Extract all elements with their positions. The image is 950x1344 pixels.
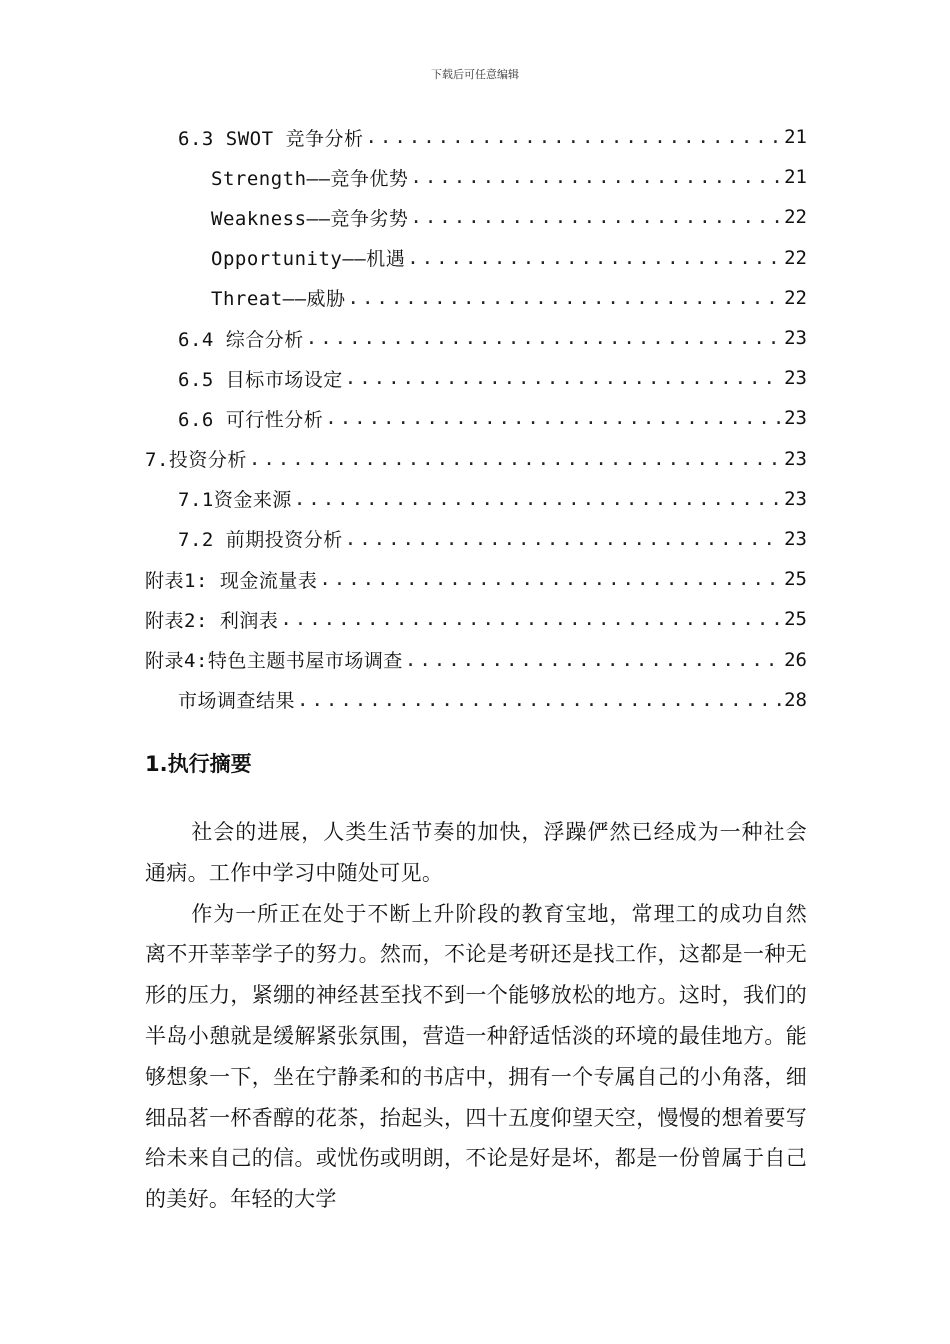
toc-dot-leader xyxy=(365,126,782,148)
toc-entry-title: 6.6 可行性分析 xyxy=(178,408,324,431)
toc-page-number: 21 xyxy=(784,166,807,189)
toc-entry[interactable] xyxy=(145,479,807,519)
toc-page-number: 28 xyxy=(784,688,807,711)
toc-entry[interactable] xyxy=(145,439,807,479)
toc-dot-leader xyxy=(294,488,782,510)
toc-page-number: 23 xyxy=(784,487,807,510)
toc-entry-title: 附表1: 现金流量表 xyxy=(145,569,318,592)
toc-entry[interactable] xyxy=(145,398,807,438)
toc-dot-leader xyxy=(407,247,782,269)
toc-dot-leader xyxy=(410,166,782,188)
toc-page-number: 26 xyxy=(784,648,807,671)
toc-dot-leader xyxy=(297,689,782,711)
toc-dot-leader xyxy=(319,568,782,590)
toc-entry[interactable] xyxy=(145,559,807,599)
toc-page-number: 22 xyxy=(784,246,807,269)
section-heading: 1.执行摘要 xyxy=(145,752,252,776)
table-of-contents xyxy=(145,117,807,720)
toc-entry-title: 7.投资分析 xyxy=(145,449,247,472)
toc-entry[interactable] xyxy=(145,680,807,720)
toc-entry-title: 附录4:特色主题书屋市场调查 xyxy=(145,650,403,673)
toc-dot-leader xyxy=(410,206,782,228)
toc-dot-leader xyxy=(249,448,782,470)
toc-entry-title: Opportunity——机遇 xyxy=(211,248,406,271)
toc-entry[interactable] xyxy=(145,197,807,237)
toc-dot-leader xyxy=(280,608,782,630)
toc-page-number: 23 xyxy=(784,367,807,390)
toc-page-number: 23 xyxy=(784,447,807,470)
body-paragraph: 社会的进展，人类生活节奏的加快，浮躁俨然已经成为一种社会通病。工作中学习中随处可见。 xyxy=(145,820,807,885)
toc-dot-leader xyxy=(325,407,782,429)
toc-entry-title: 6.5 目标市场设定 xyxy=(178,368,343,391)
toc-entry-title: Threat——威胁 xyxy=(211,288,346,311)
toc-entry[interactable] xyxy=(145,519,807,559)
toc-page-number: 23 xyxy=(784,527,807,550)
toc-entry-title: 6.4 综合分析 xyxy=(178,328,304,351)
toc-entry-title: 附表2: 利润表 xyxy=(145,609,279,632)
toc-dot-leader xyxy=(345,367,782,389)
toc-page-number: 25 xyxy=(784,568,807,591)
toc-entry-title: 6.3 SWOT 竞争分析 xyxy=(178,127,364,150)
toc-page-number: 25 xyxy=(784,608,807,631)
section-body xyxy=(145,812,807,1220)
toc-dot-leader xyxy=(345,528,782,550)
toc-entry[interactable] xyxy=(145,117,807,157)
toc-entry[interactable] xyxy=(145,318,807,358)
toc-entry-title: 7.2 前期投资分析 xyxy=(178,529,343,552)
toc-entry-title: 7.1资金来源 xyxy=(178,489,292,512)
toc-entry[interactable] xyxy=(145,157,807,197)
page-header-note: 下载后可任意编辑 xyxy=(431,68,519,81)
toc-page-number: 22 xyxy=(784,286,807,309)
toc-dot-leader xyxy=(306,327,782,349)
toc-page-number: 21 xyxy=(784,126,807,149)
toc-entry[interactable] xyxy=(145,358,807,398)
toc-entry[interactable] xyxy=(145,599,807,639)
toc-entry-title: Strength——竞争优势 xyxy=(211,167,409,190)
body-paragraph: 作为一所正在处于不断上升阶段的教育宝地，常理工的成功自然离不开莘莘学子的努力。然而，不论是考研还是找工作，这都是一种无形的压力，紧绷的神经甚至找不到一个能够放松的地方。这时，我们的半岛小憩就是缓解紧张氛围，营造一种舒适恬淡的环境的最佳地方。能够想象一下，坐在宁静柔和的书店中，拥有一个专属自己的小角落，细细品茗一杯香醇的花茶，抬起头，四十五度仰望天空，慢慢的想着要写给未来自己的信。或忧伤或明朗，不论是好是坏，都是一份曾属于自己的美好。年轻的大学 xyxy=(145,901,807,1212)
toc-page-number: 22 xyxy=(784,206,807,229)
toc-dot-leader xyxy=(405,649,782,671)
toc-page-number: 23 xyxy=(784,327,807,350)
toc-entry[interactable] xyxy=(145,639,807,679)
toc-entry-title: Weakness——竞争劣势 xyxy=(211,207,409,230)
toc-entry[interactable] xyxy=(145,238,807,278)
toc-dot-leader xyxy=(348,287,783,309)
toc-entry-title: 市场调查结果 xyxy=(178,690,296,713)
toc-page-number: 23 xyxy=(784,407,807,430)
toc-entry[interactable] xyxy=(145,278,807,318)
